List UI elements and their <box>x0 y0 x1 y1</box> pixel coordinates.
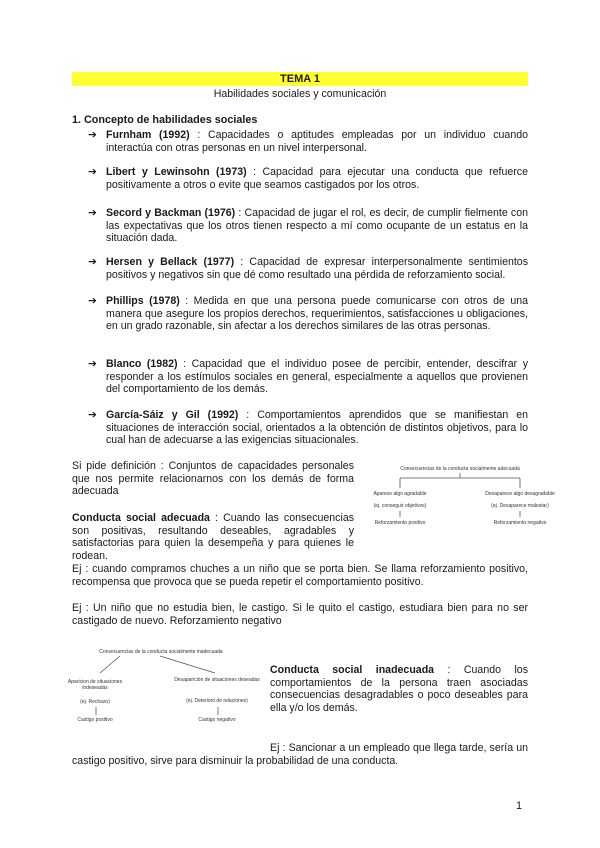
definition-author: García-Sáiz y Gil (1992) <box>106 409 239 421</box>
definition-author: Libert y Lewinsohn (1973) <box>106 166 247 178</box>
definition-author: Blanco (1982) <box>106 358 178 370</box>
example-3: Ej : Sancionar a un empleado que llega tarde, sería un castigo positivo, sirve para disminuir la probabilidad de una conducta. <box>72 742 528 767</box>
definition-text: : Comportamientos aprendidos que se manifiestan en situaciones de interacción social, orientados a la obtención de distintos objetivos, para lo cual han de adecuarse a las exigencias situacionales. <box>106 409 528 447</box>
arrow-icon: ➔ <box>88 129 97 141</box>
example-2: Ej : Un niño que no estudia bien, le castigo. Si le quito el castigo, estudiara bien para no ser castigado de nuevo. Reforzamiento negativo <box>72 602 528 627</box>
definition-text: : Capacidad que el individuo posee de percibir, entender, descifrar y responder a los estímulos sociales en general, especialmente a aquellos que provienen del comportamiento de los demás. <box>106 358 528 396</box>
conducta-adecuada-heading: Conducta social adecuada <box>72 512 210 524</box>
definition-author: Phillips (1978) <box>106 295 180 307</box>
diagram-adecuada-left-mid: (ej. conseguir objetivos) <box>373 503 427 509</box>
definition-item <box>88 207 528 245</box>
definition-item <box>88 358 528 396</box>
diagram-adecuada-title: Consecuencias de la conducta socialmente adecuada <box>400 466 520 472</box>
arrow-icon: ➔ <box>88 256 97 268</box>
diagram-inadecuada-title: Consecuencias de la conducta socialmente inadecuada <box>99 649 223 655</box>
arrow-icon: ➔ <box>88 166 97 178</box>
definition-author: Secord y Backman (1976) <box>106 207 236 219</box>
diagram-inadecuada-left-bottom: Castigo positivo <box>77 717 113 723</box>
conducta-adecuada-text: : Cuando las consecuencias son positivas, resultando deseables, agradables y satisfactorias para quien la desempeña y para quienes le rodean. <box>72 512 355 562</box>
definition-item <box>88 129 528 154</box>
diagram-adecuada-left-top: Aparece algo agradable <box>373 491 427 497</box>
page-number: 1 <box>516 800 523 812</box>
arrow-icon: ➔ <box>88 409 97 421</box>
definition-text: : Capacidad de expresar interpersonalmente sentimientos positivos y negativos sin que dé como resultado una pérdida de reforzamiento social. <box>106 256 528 281</box>
definition-item <box>88 409 528 447</box>
diagram-inadecuada-right-bottom: Castigo negativo <box>198 717 236 723</box>
document-title: TEMA 1 <box>72 72 528 86</box>
definition-author: Hersen y Bellack (1977) <box>106 256 235 268</box>
definition-item <box>88 166 528 191</box>
conducta-inadecuada-heading: Conducta social inadecuada <box>270 664 435 676</box>
document-subtitle: Habilidades sociales y comunicación <box>213 88 387 100</box>
definition-text: : Capacidad para ejecutar una conducta que refuerce positivamente a otros o evite que seamos castigados por los otros. <box>106 166 528 191</box>
diagram-adecuada <box>360 462 560 532</box>
section-heading: 1. Concepto de habilidades sociales <box>72 114 258 126</box>
diagram-inadecuada-left-top: Aparicion de situaciones indeseadas <box>67 679 123 691</box>
arrow-icon: ➔ <box>88 207 97 219</box>
definition-text: : Capacidad de jugar el rol, es decir, de cumplir fielmente con las expectativas que los otros tienen respecto a mí como ocupante de un estatus en la situación dada. <box>106 207 528 245</box>
example-1: Ej : cuando compramos chuches a un niño que se porta bien. Se llama reforzamiento positivo, recompensa que provoca que se pueda repetir el comportamiento positivo. <box>72 563 528 588</box>
diagram-adecuada-right-mid: (ej. Desaparece malestar) <box>491 503 549 509</box>
definition-text: : Capacidades o aptitudes empleadas por un individuo cuando interactúa con otras personas en un nivel interpersonal. <box>106 129 529 154</box>
arrow-icon: ➔ <box>88 358 97 370</box>
diagram-inadecuada <box>60 645 260 727</box>
diagram-inadecuada-left-mid: (ej. Rechazo) <box>80 699 110 705</box>
conducta-adecuada <box>72 512 354 562</box>
definition-item <box>88 295 528 333</box>
diagram-inadecuada-right-mid: (ej. Deterioro de relaciones) <box>186 698 248 704</box>
arrow-icon: ➔ <box>88 295 97 307</box>
conducta-inadecuada-text: : Cuando los comportamientos de la persona traen asociadas consecuencias desagradables o poco deseables para ella y/o los demás. <box>270 664 528 714</box>
definition-summary: Si pide definición : Conjuntos de capacidades personales que nos permite relacionarnos con los demás de forma adecuada <box>72 460 354 498</box>
conducta-inadecuada <box>270 664 528 714</box>
diagram-adecuada-right-top: Desaparece algo desagradable <box>485 491 555 497</box>
definition-author: Furnham (1992) <box>106 129 190 141</box>
definition-item <box>88 256 528 281</box>
diagram-adecuada-left-bottom: Reforzamiento positivo <box>374 520 426 526</box>
diagram-inadecuada-right-top: Desaparición de situaciones deseadas <box>174 677 260 683</box>
definition-text: : Medida en que una persona puede comunicarse con otros de una manera que asegure los propios derechos, requerimientos, satisfacciones u obligaciones, en un grado razonable, sin afectar a los derechos similares de las otras personas. <box>106 295 528 333</box>
diagram-adecuada-right-bottom: Reforzamiento negativo <box>493 520 547 526</box>
